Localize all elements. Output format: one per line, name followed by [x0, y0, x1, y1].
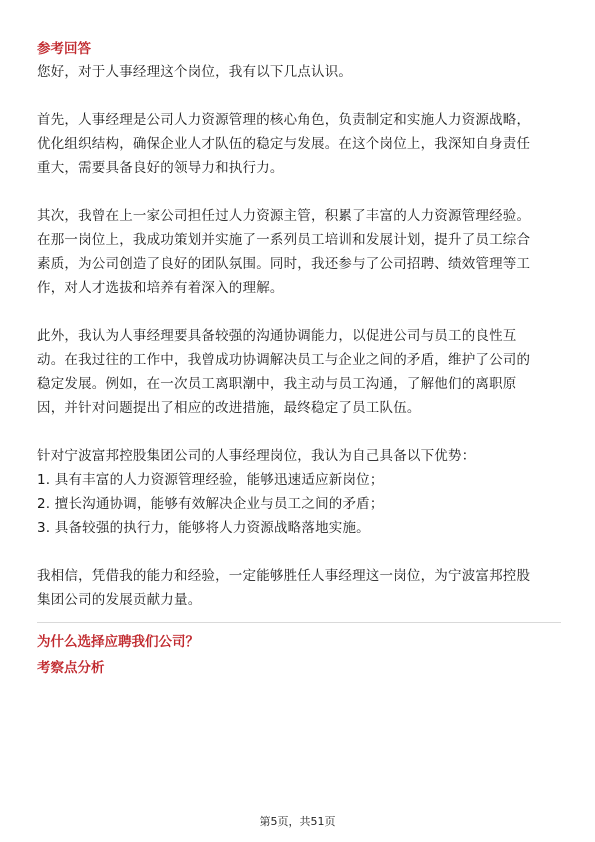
paragraph-first: [37, 108, 561, 180]
text-line: 首先，人事经理是公司人力资源管理的核心角色，负责制定和实施人力资源战略，: [37, 112, 531, 128]
text-line: 针对宁波富邦控股集团公司的人事经理岗位，我认为自己具备以下优势：: [37, 448, 476, 464]
text-line: 其次，我曾在上一家公司担任过人力资源主管，积累了丰富的人力资源管理经验。: [37, 208, 531, 224]
text-line: 重大，需要具备良好的领导力和执行力。: [37, 160, 284, 176]
text-line: 优化组织结构，确保企业人才队伍的稳定与发展。在这个岗位上，我深知自身责任: [37, 136, 531, 152]
paragraph-third: [37, 324, 561, 420]
text-line: 因，并针对问题提出了相应的改进措施，最终稳定了员工队伍。: [37, 400, 421, 416]
list-item: 1. 具有丰富的人力资源管理经验，能够迅速适应新岗位；: [37, 472, 384, 488]
page-footer: 第5页，共51页: [259, 815, 336, 828]
text-line: 在那一岗位上，我成功策划并实施了一系列员工培训和发展计划，提升了员工综合: [37, 232, 531, 248]
paragraph-second: [37, 204, 561, 300]
next-question-heading: 为什么选择应聘我们公司？: [37, 634, 199, 650]
list-item: 2. 擅长沟通协调，能够有效解决企业与员工之间的矛盾；: [37, 496, 384, 512]
text-line: 动。在我过往的工作中，我曾成功协调解决员工与企业之间的矛盾，维护了公司的: [37, 352, 531, 368]
text-line: 我相信，凭借我的能力和经验，一定能够胜任人事经理这一岗位，为宁波富邦控股: [37, 568, 531, 584]
list-item: 3. 具备较强的执行力，能够将人力资源战略落地实施。: [37, 520, 370, 536]
text-line: 此外，我认为人事经理要具备较强的沟通协调能力，以促进公司与员工的良性互: [37, 328, 517, 344]
intro-paragraph: [37, 60, 561, 84]
text-line: 您好，对于人事经理这个岗位，我有以下几点认识。: [37, 64, 353, 80]
page-content: [37, 38, 561, 679]
text-line: 作，对人才选拔和培养有着深入的理解。: [37, 280, 284, 296]
analysis-heading: 考察点分析: [37, 660, 105, 676]
section-divider: [37, 622, 561, 623]
text-line: 稳定发展。例如，在一次员工离职潮中，我主动与员工沟通，了解他们的离职原: [37, 376, 517, 392]
text-line: 集团公司的发展贡献力量。: [37, 592, 202, 608]
answer-heading: 参考回答: [37, 41, 91, 57]
paragraph-advantages: [37, 444, 561, 540]
text-line: 素质，为公司创造了良好的团队氛围。同时，我还参与了公司招聘、绩效管理等工: [37, 256, 531, 272]
paragraph-closing: [37, 564, 561, 612]
